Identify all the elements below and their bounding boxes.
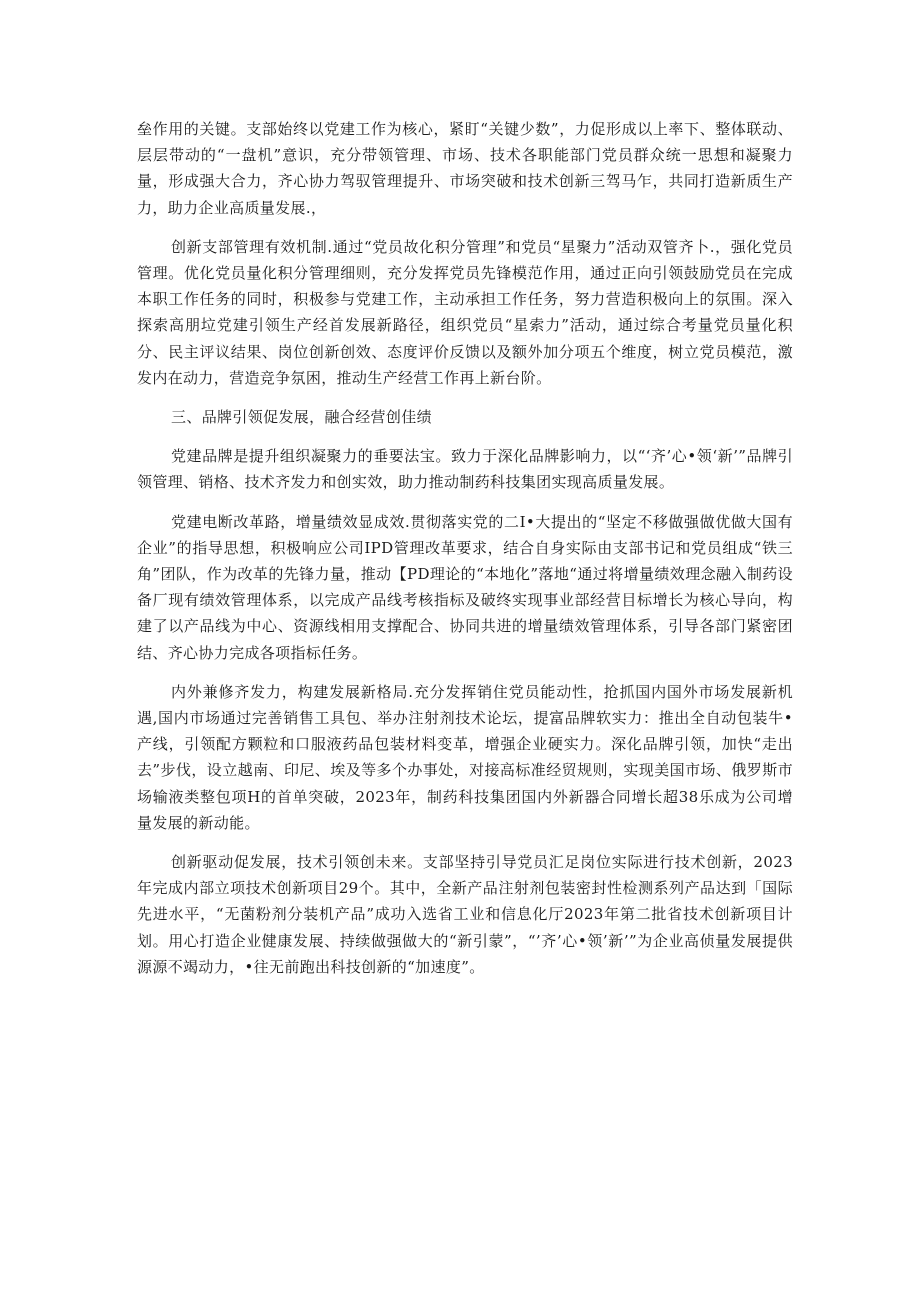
paragraph-reform: 党建电断改革路，增量绩效显成效.贯彻落实党的二I•大提出的“坚定不移做强做优做大国有企业”的指导思想，积极响应公司IPD管理改革要求，结合自身实际由支部书记和党员组成“铁三角”团队，作为改革的先锋力量，推动【PD理论的“本地化”落地“通过将增量绩效理念融入制药设备厂现有绩效管理体系，以完成产品线考核指标及破终实现事业部经营目标增长为核心导向，构建了以产品线为中心、资源线相用支撑配合、协同共进的增量绩效管理体系，引导各部门紧密团结、齐心协力完成各项指标任务。 xyxy=(137,512,793,662)
paragraph-brand-intro: 党建品牌是提升组织凝聚力的垂要法宝。致力于深化品牌影响力，以“‘齐’心•领‘新’”品牌引领管理、销格、技术齐发力和创实效，助力推动制药科技集团实现高质量发展。 xyxy=(137,447,793,492)
paragraph-branch-management: 创新支部管理有效机制.通过“党员故化积分管理”和党员“星聚力”活动双管齐卜.，强化党员管理。优化党员量化积分管理细则，充分发挥党员先锋模范作用，通过正向引领鼓励党员在完成本职工作任务的同时，积极参与党建工作，主动承担工作任务，努力营造积极向上的氛围。深入探索高朋垃党建引领生产经首发展新路径，组织党员“星索力”活动，通过综合考量党员量化积分、民主评议结果、岗位创新创效、态度评价反馈以及额外加分项五个维度，树立党员模范，激发内在动力，营造竞争氛困，推动生产经营工作再上新台阶。 xyxy=(137,237,793,387)
paragraph-market: 内外兼修齐发力，构建发展新格局.充分发挥销住党员能动性，抢抓国内国外市场发展新机遇,国内市场通过完善销售工具包、举办注射剂技术论坛，提富品牌软实力：推出全自动包装牛•产线，引领配方颗粒和口服液药品包装材料变革，增强企业硬实力。深化品牌引领，加快“走出去”步伐，设立越南、印尼、埃及等多个办事处，对接高标准经贸规则，实现美国市场、俄罗斯市场输液类整包项H的首单突破，2023年，制药科技集团国内外新器合同增长超38乐成为公司增量发展的新动能。 xyxy=(137,682,793,832)
paragraph-innovation: 创新驱动促发展，技术引领创未来。支部坚持引导党员汇足岗位实际进行技术创新，2023年完成内部立项技术创新项目29个。其中，全新产品注射剂包装密封性检测系列产品达到「国际先进水平，“无菌粉剂分装机产品”成功入选省工业和信息化厅2023年第二批省技术创新项目计划。用心打造企业健康发展、持续做强做大的“新引蒙”，“’齐’心•领’新’”为企业高侦量发展提供源源不竭动力，•往无前跑出科技创新的“加速度”。 xyxy=(137,853,793,976)
document-body xyxy=(137,116,793,993)
paragraph-party-building-role: 垒作用的关键。支部始终以党建工作为核心，紧盯“关键少数”，力促形成以上率下、整体联动、层层带动的“一盘机”意识，充分带领管理、市场、技术各职能部门党员群众统一思想和凝聚力量，形成强大合力，齐心协力驾驭管理提升、市场突破和技术创新三驾马乍，共同打造新质生产力，助力企业高质量发展.， xyxy=(137,120,793,217)
section-heading-brand: 三、品牌引领促发展，融合经营创佳绩 xyxy=(171,408,432,427)
